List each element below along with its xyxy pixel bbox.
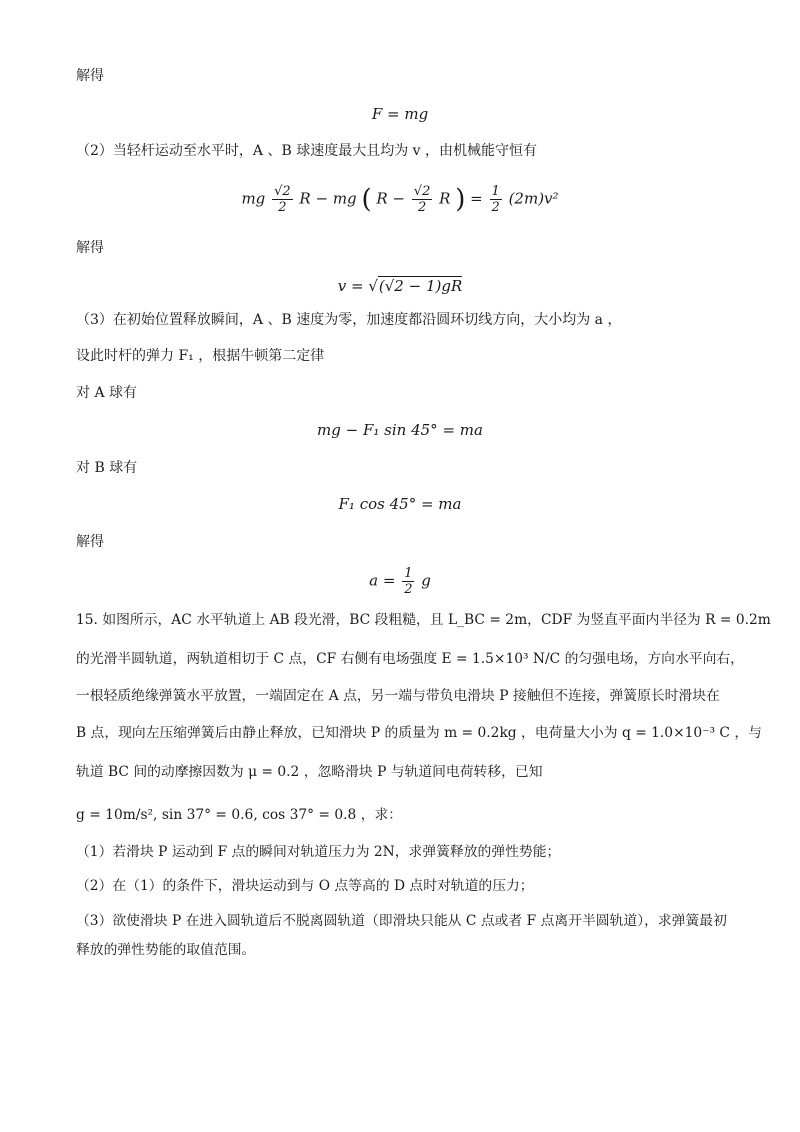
equation-a-ball: mg − F₁ sin 45° = ma xyxy=(317,421,483,439)
q15-line-6: g = 10m/s², sin 37° = 0.6, cos 37° = 0.8 ，求： xyxy=(76,807,403,823)
part3-text-2: 设此时杆的弹力 F₁ ，根据牛顿第二定律 xyxy=(76,348,325,364)
q15-part-3b: 释放的弹性势能的取值范围。 xyxy=(76,942,256,958)
q15-part-3a: （3）欲使滑块 P 在进入圆轨道后不脱离圆轨道（即滑块只能从 C 点或者 F 点离开半圆轨道），求弹簧最初 xyxy=(76,913,727,929)
for-a-label: 对 A 球有 xyxy=(76,385,138,401)
equation-f-mg: F = mg xyxy=(371,105,429,123)
q15-line-3: 一根轻质绝缘弹簧水平放置，一端固定在 A 点，另一端与带负电滑块 P 接触但不连接，弹簧原长时滑块在 xyxy=(76,688,720,704)
q15-part-2: （2）在（1）的条件下，滑块运动到与 O 点等高的 D 点时对轨道的压力； xyxy=(76,878,534,894)
jiede-label-1: 解得 xyxy=(76,68,104,84)
equation-acceleration: a = $\frac{1}{2}$ g xyxy=(369,566,431,597)
q15-line-5: 轨道 BC 间的动摩擦因数为 μ = 0.2 ，忽略滑块 P 与轨道间电荷转移，已知 xyxy=(76,764,543,780)
q15-line-2: 的光滑半圆轨道，两轨道相切于 C 点，CF 右侧有电场强度 E = 1.5×10³ N/C 的匀强电场，方向水平向右， xyxy=(76,651,744,667)
equation-v: v = √(√2 − 1)gR xyxy=(337,277,463,295)
jiede-label-2: 解得 xyxy=(76,240,104,256)
q15-line-4: B 点，现向左压缩弹簧后由静止释放，已知滑块 P 的质量为 m = 0.2kg ，电荷量大小为 q = 1.0×10⁻³ C ，与 xyxy=(76,725,762,741)
part3-text-1: （3）在初始位置释放瞬间，A 、B 速度为零，加速度都沿圆环切线方向，大小均为 a ， xyxy=(76,312,622,328)
for-b-label: 对 B 球有 xyxy=(76,460,138,476)
jiede-label-3: 解得 xyxy=(76,534,104,550)
part2-text: （2）当轻杆运动至水平时，A 、B 球速度最大且均为 v ，由机械能守恒有 xyxy=(76,143,538,159)
q15-line-1: 15. 如图所示，AC 水平轨道上 AB 段光滑，BC 段粗糙，且 L_BC = 2m，CDF 为竖直平面内半径为 R = 0.2m xyxy=(76,612,771,628)
equation-b-ball: F₁ cos 45° = ma xyxy=(338,495,462,513)
q15-part-1: （1）若滑块 P 运动到 F 点的瞬间对轨道压力为 2N，求弹簧释放的弹性势能； xyxy=(76,844,561,860)
equation-energy-conservation: mg $\frac{√2}{2}$ R − mg ( R − $\frac{√2}{2}$ R ) = $\frac{1}{2}$ (2m)v² xyxy=(241,184,559,215)
